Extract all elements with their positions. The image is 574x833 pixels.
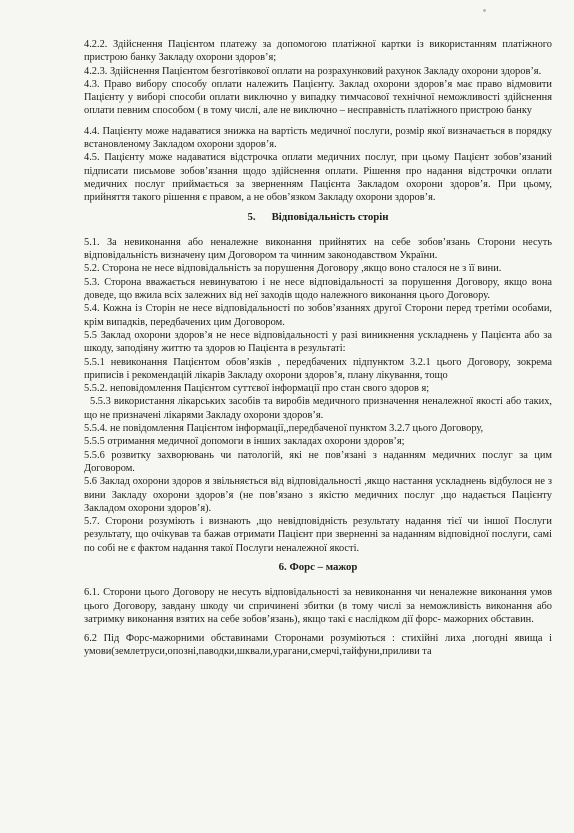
document-body <box>84 38 552 659</box>
clause-5-5: 5.5 Заклад охорони здоров’я не несе відповідальності у разі виникнення ускладнень у Пацієнта або за шкоду, заподіяну життю та здоров ю Пацієнта в результаті: <box>84 329 552 355</box>
clause-5-5-1: 5.5.1 невиконання Пацієнтом обов’язків , передбачених підпунктом 3.2.1 цього Договору, зокрема приписів і рекомендацій лікарів Закладу охорони здоров’я, плану лікування, тощо <box>84 356 552 381</box>
section-5-number: 5. <box>247 210 256 223</box>
clause-5-7: 5.7. Сторони розуміють і визнають ,що невідповідність результату надання тієї чи іншої Послуги результату, що очікував та бажав отримати Пацієнт при зверненні за наданням відповідної послуги, самі по собі не є фактом надання такої Послуги неналежної якості. <box>84 516 552 554</box>
clause-5-5-2: 5.5.2. неповідомлення Пацієнтом суттєвої інформації про стан свого здоров я; <box>84 383 430 395</box>
clause-5-1: 5.1. За невиконання або неналежне виконання прийнятих на себе зобов’язань Сторони несуть відповідальність визначену цим Договором та чинним законодавством України. <box>84 236 552 262</box>
clause-5-5-6: 5.5.6 розвитку захворювань чи патологій, які не пов’язані з наданням медичних послуг за цим Договором. <box>84 449 552 474</box>
section-6-heading: 6. Форс – мажор <box>278 560 358 573</box>
clause-5-5-4: 5.5.4. не повідомлення Пацієнтом інформації,,передбаченої пунктом 3.2.7 цього Договору, <box>84 423 484 435</box>
clause-5-3: 5.3. Сторона вважається невинуватою і не несе відповідальності за порушення Договору, якщо вона доведе, що вжила всіх залежних від неї заходів щодо належного виконання цього Договору. <box>84 276 552 302</box>
clause-6-1: 6.1. Сторони цього Договору не несуть відповідальності за невиконання чи неналежне виконання умов цього Договору, завдану шкоду чи спричинені збитки (в тому числі за неможливість виконання або затримку виконання взятих на себе зобов’язань), якщо такі є наслідком дії форс- мажорних обставин. <box>84 587 552 625</box>
clause-4-2-3: 4.2.3. Здійснення Пацієнтом безготівкової оплати на розрахунковий рахунок Закладу охорони здоров’я. <box>84 65 542 77</box>
section-5-title: Відповідальність сторін <box>271 210 389 223</box>
clause-5-5-5: 5.5.5 отримання медичної допомоги в інших закладах охорони здоров’я; <box>84 436 405 448</box>
clause-4-2-2: 4.2.2. Здійснення Пацієнтом платежу за допомогою платіжної картки із використанням платіжного пристрою банку Закладу охорони здоров’я; <box>84 39 552 64</box>
clause-5-5-3: 5.5.3 використання лікарських засобів та виробів медичного призначення неналежної якості або таких, що не призначені лікарями Закладу охорони здоров’я. <box>84 396 552 421</box>
clause-4-5: 4.5. Пацієнту може надаватися відстрочка оплати медичних послуг, при цьому Пацієнт зобов’язаний підписати письмове зобов’язання щодо здійснення оплати. Рішення про надання відстрочки оплати медичних послуг приймається за зверненням Пацієнта Закладом охорони здоров’я. При цьому, прийняття такого рішення є правом, а не обов’язком Закладу охорони здоров’я. <box>84 152 552 204</box>
clause-4-4: 4.4. Пацієнту може надаватися знижка на вартість медичної послуги, розмір якої визначається в порядку встановленому Закладом охорони здоров’я. <box>84 125 552 151</box>
clause-5-6: 5.6 Заклад охорони здоров я звільняється від відповідальності ,якщо настання ускладнень відбулося не з вини Закладу охорони здоров’я (не пов’язано з якістю медичних послуг ,що надається Пацієнту Закладом охорони здоров’я). <box>84 476 552 514</box>
section-5-heading <box>84 211 552 224</box>
clause-4-3: 4.3. Право вибору способу оплати належить Пацієнту. Заклад охорони здоров’я має право відмовити Пацієнту у виборі способи оплати виключно у випадку тимчасової технічної неможливості здійснення оплати певним способом ( в тому числі, але не виключно – несправність платіжного пристрою банку <box>84 78 552 117</box>
clause-5-2: 5.2. Сторона не несе відповідальність за порушення Договору ,якщо воно сталося не з її вини. <box>84 263 502 275</box>
clause-5-4: 5.4. Кожна із Сторін не несе відповідальності по зобов’язаннях другої Сторони перед третіми особами, крім випадків, передбачених цим Договором. <box>84 303 552 328</box>
clause-6-2: 6.2 Під Форс-мажорними обставинами Сторонами розуміються : стихійні лиха ,погодні явища і умови(землетруси,опозні,паводки,шквали,урагани,смерчі,тайфуни,приливи та <box>84 633 552 658</box>
